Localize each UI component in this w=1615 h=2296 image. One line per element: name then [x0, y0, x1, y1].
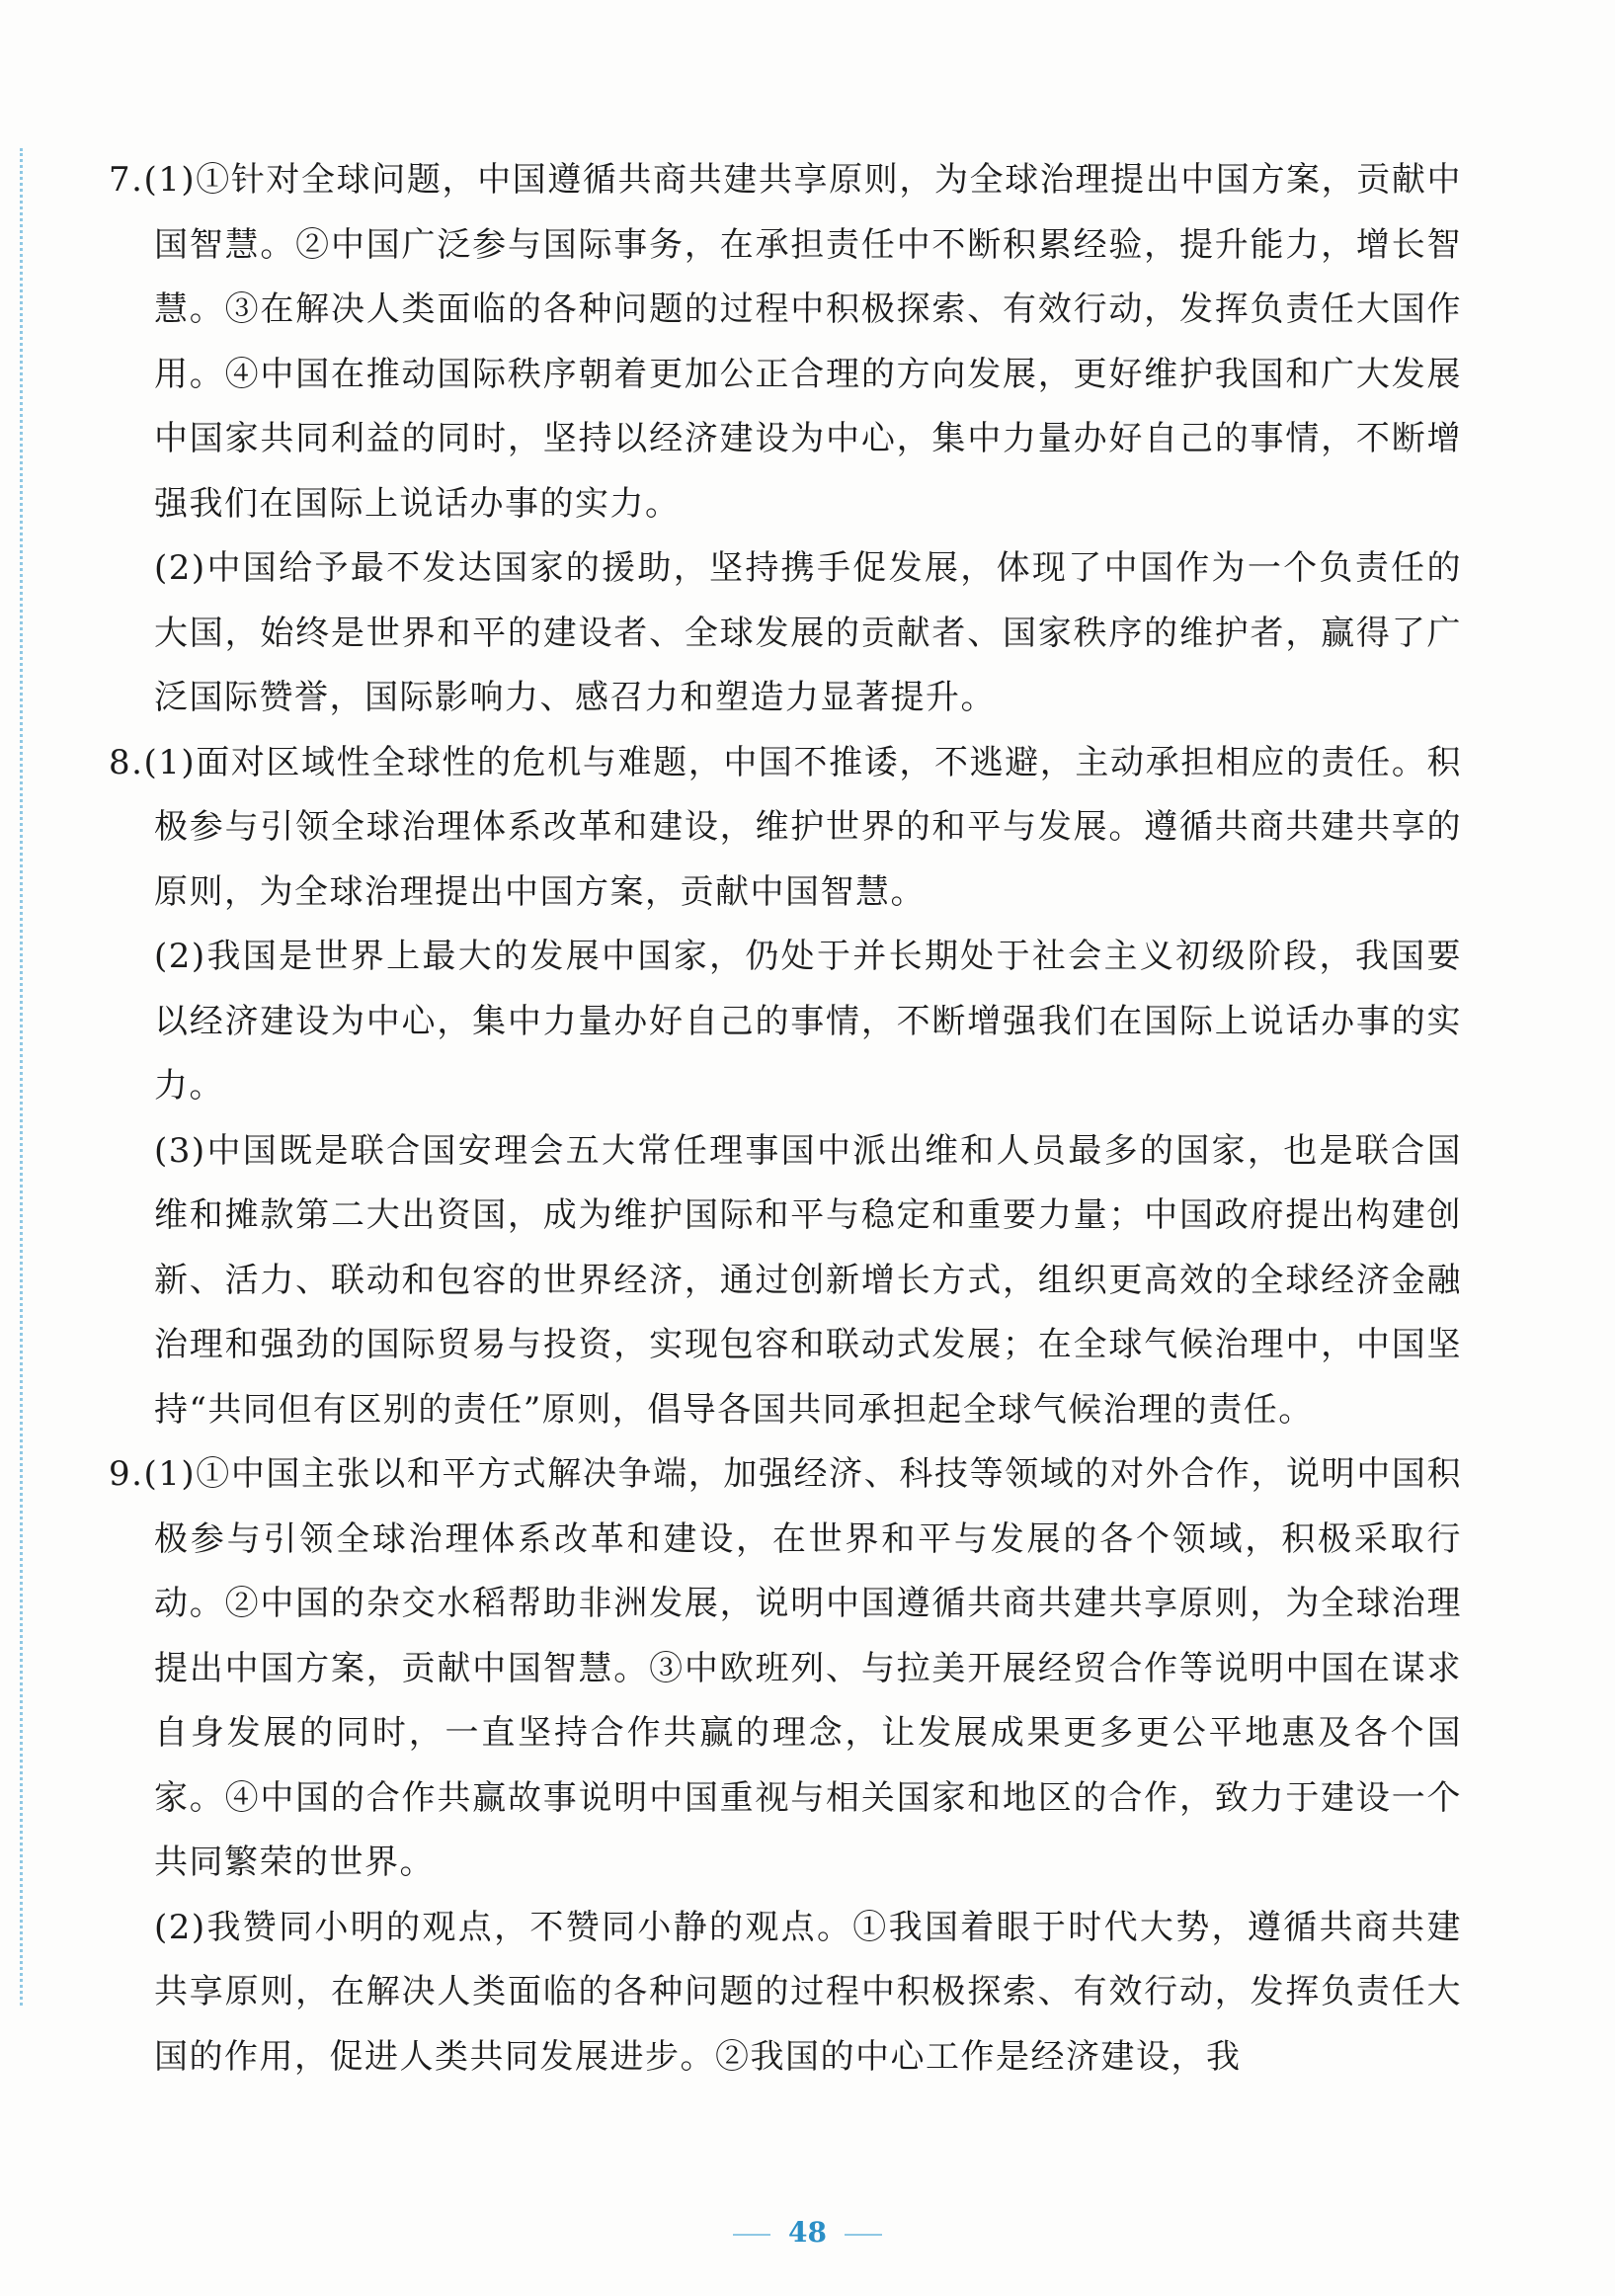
q8-part1: 8.(1)面对区域性全球性的危机与难题，中国不推诿，不逃避，主动承担相应的责任。积极参与引领全球治理体系改革和建设，维护世界的和平与发展。遵循共商共建共享的原则，为全球治理提出中国方案，贡献中国智慧。	[109, 742, 1462, 912]
answer-content	[109, 148, 1462, 2090]
q9-part1: 9.(1)①中国主张以和平方式解决争端，加强经济、科技等领域的对外合作，说明中国积极参与引领全球治理体系改革和建设，在世界和平与发展的各个领域，积极采取行动。②中国的杂交水稻帮助非洲发展，说明中国遵循共商共建共享原则，为全球治理提出中国方案，贡献中国智慧。③中欧班列、与拉美开展经贸合作等说明中国在谋求自身发展的同时，一直坚持合作共赢的理念，让发展成果更多更公平地惠及各个国家。④中国的合作共赢故事说明中国重视与相关国家和地区的合作，致力于建设一个共同繁荣的世界。	[109, 1454, 1462, 1882]
footer-dash-left	[733, 2234, 770, 2236]
page-footer	[0, 2216, 1615, 2249]
page-number: 48	[788, 2216, 827, 2249]
footer-dash-right	[845, 2234, 882, 2236]
q8-part3: (3)中国既是联合国安理会五大常任理事国中派出维和人员最多的国家，也是联合国维和摊款第二大出资国，成为维护国际和平与稳定和重要力量；中国政府提出构建创新、活力、联动和包容的世界经济，通过创新增长方式，组织更高效的全球经济金融治理和强劲的国际贸易与投资，实现包容和联动式发展；在全球气候治理中，中国坚持“共同但有区别的责任”原则，倡导各国共同承担起全球气候治理的责任。	[154, 1130, 1462, 1430]
q7-part2: (2)中国给予最不发达国家的援助，坚持携手促发展，体现了中国作为一个负责任的大国，始终是世界和平的建设者、全球发展的贡献者、国家秩序的维护者，赢得了广泛国际赞誉，国际影响力、感召力和塑造力显著提升。	[154, 548, 1462, 717]
margin-guide-line	[20, 148, 23, 2006]
q9-part2: (2)我赞同小明的观点，不赞同小静的观点。①我国着眼于时代大势，遵循共商共建共享原则，在解决人类面临的各种问题的过程中积极探索、有效行动，发挥负责任大国的作用，促进人类共同发展进步。②我国的中心工作是经济建设，我	[154, 1907, 1462, 2077]
q7-part1: 7.(1)①针对全球问题，中国遵循共商共建共享原则，为全球治理提出中国方案，贡献中国智慧。②中国广泛参与国际事务，在承担责任中不断积累经验，提升能力，增长智慧。③在解决人类面临的各种问题的过程中积极探索、有效行动，发挥负责任大国作用。④中国在推动国际秩序朝着更加公正合理的方向发展，更好维护我国和广大发展中国家共同利益的同时，坚持以经济建设为中心，集中力量办好自己的事情，不断增强我们在国际上说话办事的实力。	[109, 160, 1462, 524]
q8-part2: (2)我国是世界上最大的发展中国家，仍处于并长期处于社会主义初级阶段，我国要以经济建设为中心，集中力量办好自己的事情，不断增强我们在国际上说话办事的实力。	[154, 937, 1462, 1106]
